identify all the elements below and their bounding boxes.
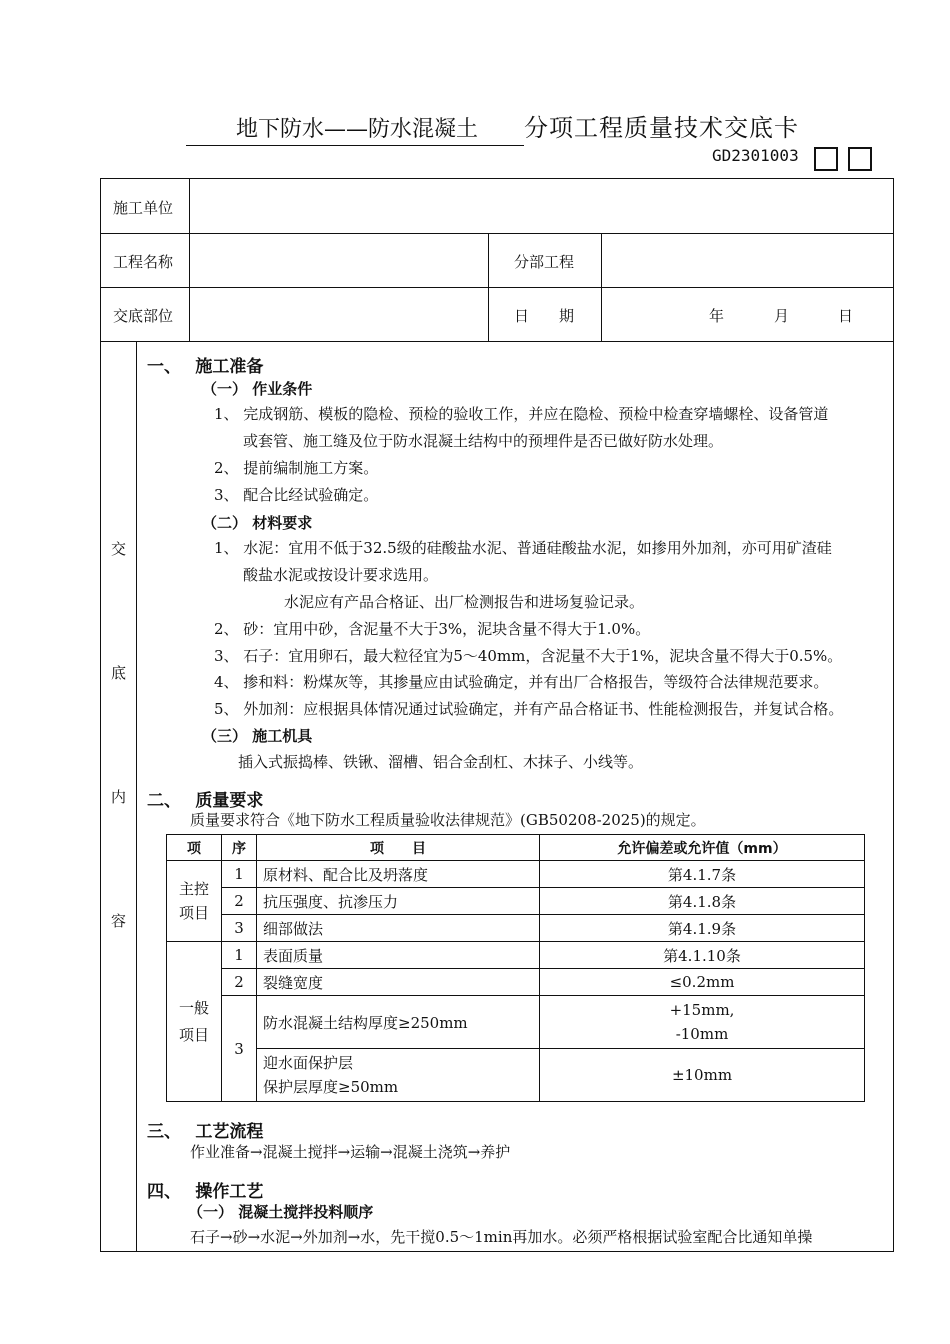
body-text: 水泥应有产品合格证、出厂检测报告和进场复验记录。 bbox=[284, 593, 645, 611]
construction-unit-field[interactable] bbox=[194, 184, 890, 228]
row-item: 表面质量 bbox=[257, 942, 540, 969]
row-value: 第4.1.10条 bbox=[540, 942, 865, 969]
section-heading: 三、 工艺流程 bbox=[147, 1122, 264, 1142]
side-label-char: 底 bbox=[111, 664, 127, 682]
date-month: 月 bbox=[774, 307, 790, 325]
row-no: 3 bbox=[222, 996, 257, 1102]
table-row bbox=[167, 969, 865, 996]
row-no: 3 bbox=[222, 915, 257, 942]
row-no: 2 bbox=[222, 969, 257, 996]
row-item: 防水混凝土结构厚度≥250mm bbox=[257, 996, 540, 1049]
body-text: 3、 配合比经试验确定。 bbox=[214, 486, 379, 504]
table-row bbox=[167, 915, 865, 942]
body-text: 插入式振捣棒、铁锹、溜槽、铝合金刮杠、木抹子、小线等。 bbox=[238, 753, 644, 771]
row-value-cell bbox=[540, 996, 865, 1049]
quality-table bbox=[166, 834, 865, 1102]
document-title bbox=[186, 108, 826, 142]
body-text: 2、 提前编制施工方案。 bbox=[214, 459, 379, 477]
row-divider bbox=[100, 233, 894, 234]
row-value: 第4.1.8条 bbox=[540, 888, 865, 915]
body-text: 2、 砂：宜用中砂，含泥量不大于3%，泥块含量不得大于1.0%。 bbox=[214, 620, 651, 638]
checkbox-2[interactable] bbox=[848, 147, 872, 171]
title-main: 分项工程质量技术交底卡 bbox=[524, 114, 800, 142]
table-header: 项 bbox=[167, 835, 222, 861]
row-value: +15mm, bbox=[669, 1001, 735, 1019]
body-text: 1、 水泥：宜用不低于32.5级的硅酸盐水泥、普通硅酸盐水泥，如掺用外加剂，亦可用矿渣硅 bbox=[214, 539, 832, 557]
side-label-char: 交 bbox=[111, 540, 127, 558]
subsection-heading: （一） 作业条件 bbox=[202, 380, 313, 398]
row-item: 迎水面保护层 bbox=[263, 1054, 354, 1072]
body-text: 1、 完成钢筋、模板的隐检、预检的验收工作，并应在隐检、预检中检查穿墙螺栓、设备管道 bbox=[214, 405, 829, 423]
table-header: 项 目 bbox=[257, 835, 540, 861]
table-header: 序 bbox=[222, 835, 257, 861]
table-row bbox=[167, 861, 865, 888]
col-divider bbox=[488, 233, 489, 341]
table-header: 允许偏差或允许值（mm） bbox=[540, 835, 865, 861]
form-code: GD2301003 bbox=[712, 146, 799, 165]
project-name-field[interactable] bbox=[194, 238, 484, 282]
row-value: 第4.1.9条 bbox=[540, 915, 865, 942]
col-divider bbox=[136, 341, 137, 1252]
section-heading: 一、 施工准备 bbox=[147, 357, 264, 377]
subsection-heading: （二） 材料要求 bbox=[202, 514, 313, 532]
group-general: 一般项目 bbox=[167, 942, 222, 1102]
row-item: 抗压强度、抗渗压力 bbox=[257, 888, 540, 915]
row-value: ≤0.2mm bbox=[540, 969, 865, 996]
date-year: 年 bbox=[709, 307, 725, 325]
row-no: 2 bbox=[222, 888, 257, 915]
label-project-name: 工程名称 bbox=[113, 253, 174, 271]
section-heading: 四、 操作工艺 bbox=[147, 1182, 264, 1202]
division-field[interactable] bbox=[606, 238, 890, 282]
title-subject: 地下防水——防水混凝土 bbox=[186, 112, 524, 146]
group-main: 主控项目 bbox=[167, 861, 222, 942]
row-no: 1 bbox=[222, 942, 257, 969]
side-label-char: 内 bbox=[111, 788, 127, 806]
row-no: 1 bbox=[222, 861, 257, 888]
row-item: 原材料、配合比及坍落度 bbox=[257, 861, 540, 888]
body-text: 5、 外加剂：应根据具体情况通过试验确定，并有产品合格证书、性能检测报告，并复试合格。 bbox=[214, 700, 844, 718]
date-day: 日 bbox=[838, 307, 854, 325]
row-value: -10mm bbox=[675, 1025, 729, 1043]
subsection-heading: （一） 混凝土搅拌投料顺序 bbox=[188, 1203, 374, 1221]
col-divider bbox=[601, 233, 602, 341]
row-value: 第4.1.7条 bbox=[540, 861, 865, 888]
label-date: 日 期 bbox=[514, 307, 575, 325]
table-row bbox=[167, 942, 865, 969]
body-text: 或套管、施工缝及位于防水混凝土结构中的预埋件是否已做好防水处理。 bbox=[243, 432, 724, 450]
body-text: 3、 石子：宜用卵石，最大粒径宜为5～40mm，含泥量不大于1%，泥块含量不得大于0.5%。 bbox=[214, 647, 843, 665]
table-row bbox=[167, 996, 865, 1049]
subsection-heading: （三） 施工机具 bbox=[202, 727, 313, 745]
col-divider bbox=[189, 178, 190, 341]
label-construction-unit: 施工单位 bbox=[113, 199, 174, 217]
body-text: 4、 掺和料：粉煤灰等，其掺量应由试验确定，并有出厂合格报告，等级符合法律规范要求。 bbox=[214, 673, 829, 691]
row-item: 裂缝宽度 bbox=[257, 969, 540, 996]
row-divider bbox=[100, 287, 894, 288]
section-heading: 二、 质量要求 bbox=[147, 791, 264, 811]
part-field[interactable] bbox=[194, 292, 484, 336]
label-division: 分部工程 bbox=[514, 253, 575, 271]
row-value: ±10mm bbox=[540, 1049, 865, 1102]
table-row bbox=[167, 1049, 865, 1102]
table-row bbox=[167, 888, 865, 915]
checkbox-1[interactable] bbox=[814, 147, 838, 171]
body-text: 质量要求符合《地下防水工程质量验收法律规范》(GB50208-2025)的规定。 bbox=[190, 811, 706, 829]
body-text: 作业准备→混凝土搅拌→运输→混凝土浇筑→养护 bbox=[190, 1143, 511, 1161]
body-text: 石子→砂→水泥→外加剂→水，先干搅0.5～1min再加水。必须严格根据试验室配合比通知单操 bbox=[190, 1228, 813, 1246]
table-header-row bbox=[167, 835, 865, 861]
row-item: 细部做法 bbox=[257, 915, 540, 942]
side-label-char: 容 bbox=[111, 912, 127, 930]
row-item-cell bbox=[257, 1049, 540, 1102]
body-text: 酸盐水泥或按设计要求选用。 bbox=[243, 566, 439, 584]
label-part: 交底部位 bbox=[113, 307, 174, 325]
row-item: 保护层厚度≥50mm bbox=[263, 1078, 399, 1096]
row-divider bbox=[100, 341, 894, 342]
